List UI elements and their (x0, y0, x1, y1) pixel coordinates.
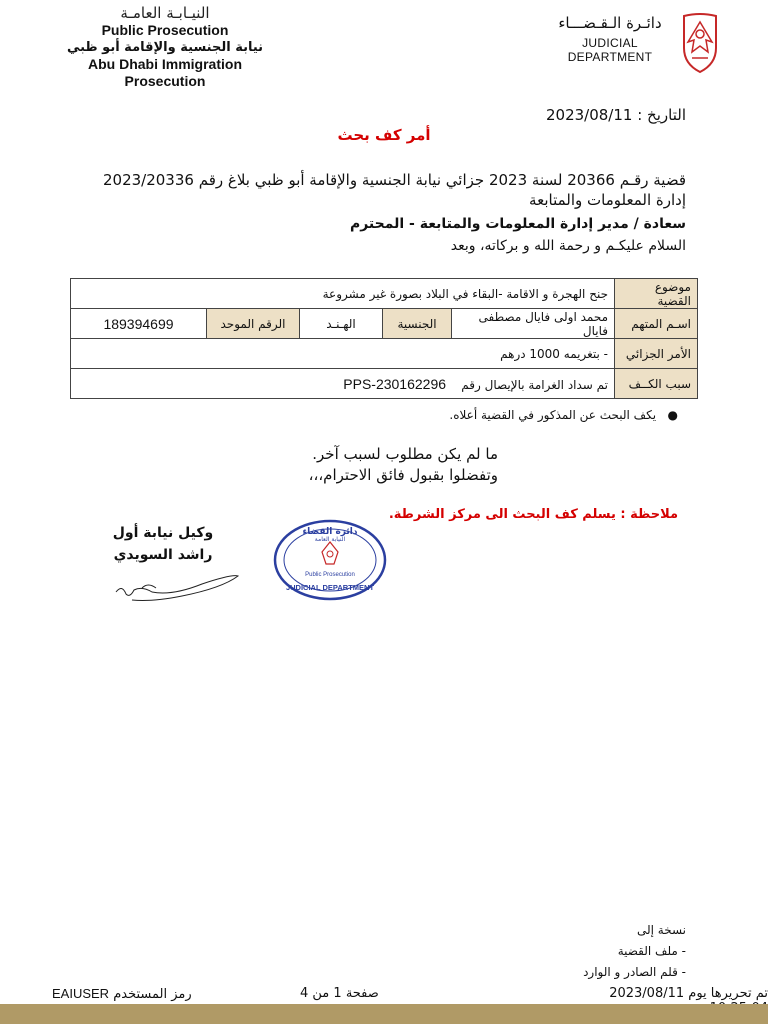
bullet-dot-icon: ● (659, 408, 678, 422)
header-en-sub-1: Abu Dhabi Immigration (88, 56, 242, 72)
header-en-title: Public Prosecution (101, 22, 229, 38)
header-ar-subtitle: نيابة الجنسية والإقامة أبو ظبي (66, 40, 264, 55)
reason-value: تم سداد الغرامة بالإيصال رقم (461, 377, 608, 392)
date-label: التاريخ : (637, 106, 686, 124)
department-ar-title: دائـرة الـقـضـــاء (558, 14, 662, 32)
bullet-text: يكف البحث عن المذكور في القضية أعلاه. (449, 408, 657, 422)
reason-label: سبب الكــف (615, 369, 698, 399)
signatory-title: وكيل نيابة أول (112, 525, 214, 541)
date-line (546, 106, 686, 124)
order-label: الأمر الجزائي (615, 339, 698, 369)
stamp-ar-sub: النيابة العامة (314, 536, 346, 543)
greeting: السلام عليكـم و رحمة الله و بركاته، وبعد (450, 238, 686, 254)
date-value: 2023/08/11 (545, 106, 633, 124)
note: ملاحظة : يسلم كف البحث الى مركز الشرطة. (388, 507, 678, 522)
subject-value: جنح الهجرة و الاقامة -البقاء في البلاد بصورة غير مشروعة (71, 279, 615, 309)
list-item: - ملف القضية (617, 944, 686, 958)
signatory-name: راشد السويدي (113, 547, 213, 563)
case-info-table (70, 278, 698, 399)
closing-line-2: وتفضلوا بقبول فائق الاحترام،،، (308, 466, 498, 484)
case-line: قضية رقـم 20366 لسنة 2023 جزائي نيابة الجنسية والإقامة أبو ظبي بلاغ رقم 2023/20336 إدارة المعلومات والمتابعة (102, 171, 686, 209)
footer-bar (0, 1004, 768, 1024)
stamp-en-bottom: JUDICIAL DEPARTMENT (285, 583, 375, 592)
table-row (71, 369, 698, 399)
header-ar-title: النيـابـة العامـة (120, 4, 210, 22)
footer-user-label: رمز المستخدم (113, 987, 192, 1002)
unified-number-value: 189394699 (71, 309, 207, 339)
official-stamp-icon (272, 518, 388, 602)
unified-number-label: الرقم الموحد (207, 309, 300, 339)
footer-page: صفحة 1 من 4 (300, 986, 379, 1001)
subject-label: موضوع القضية (615, 279, 698, 309)
footer-user (52, 986, 192, 1002)
nationality-value: الهـنـد (300, 309, 383, 339)
reason-cell (71, 369, 615, 399)
stamp-en-top: Public Prosecution (305, 572, 355, 578)
department-en-title: JUDICIAL DEPARTMENT (567, 36, 653, 64)
handwritten-signature-icon (112, 566, 242, 606)
header-right (540, 14, 680, 64)
order-value: - بتغريمه 1000 درهم (71, 339, 615, 369)
header-en-sub-2: Prosecution (124, 73, 206, 89)
falcon-emblem-icon (680, 12, 720, 74)
bullet-item (449, 408, 678, 422)
table-row (71, 309, 698, 339)
stamp-ar-text: دائرة القضاء (302, 527, 358, 537)
footer-created: تم تحريرها يوم 2023/08/11 (609, 986, 768, 1001)
copies-list (583, 920, 686, 983)
accused-value: محمد اولى فايال مصطفى فايال (452, 309, 615, 339)
closing (309, 444, 498, 486)
document-title: أمر كف بحث (337, 126, 431, 144)
table-row (71, 279, 698, 309)
footer-user-value: EAIUSER (52, 986, 110, 1001)
nationality-label: الجنسية (383, 309, 452, 339)
accused-label: اسـم المتهم (615, 309, 698, 339)
addressee: سعادة / مدير إدارة المعلومات والمتابعة - المحترم (349, 216, 686, 232)
closing-line-1: ما لم يكن مطلوب لسبب آخر. (312, 445, 498, 463)
table-row (71, 339, 698, 369)
copies-heading: نسخة إلى (636, 923, 686, 937)
header-left (60, 4, 270, 90)
list-item: - قلم الصادر و الوارد (583, 965, 686, 979)
signatory (108, 522, 218, 566)
receipt-number: PPS-230162296 (343, 375, 447, 392)
